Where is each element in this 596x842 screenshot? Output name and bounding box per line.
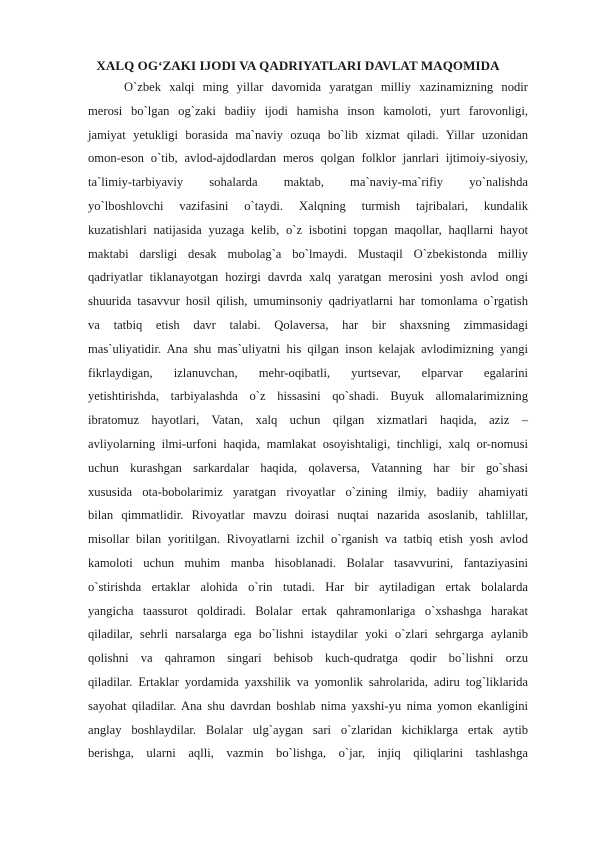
text-line: berishga, ularni aqlli, vazmin bo`lishga, o`jar, injiq qiliqlarini tashlashga — [88, 746, 528, 761]
text-line: qiladilar. Ertaklar yordamida yaxshilik va yomonlik sahrolarida, adiru tog`liklarida — [88, 674, 528, 689]
text-line: o`stirishda ertaklar alohida o`rin tutadi. Har bir aytiladigan ertak bolalarda — [88, 579, 528, 594]
text-line: ibratomuz hayotlari, Vatan, xalq uchun qilgan xizmatlari haqida, aziz – — [88, 413, 528, 428]
text-line: ta`limiy-tarbiyaviy sohalarda maktab, ma`naviy-ma`rifiy yo`nalishda — [88, 175, 528, 190]
text-line: qiladilar, sehrli narsalarga ega bo`lishni istaydilar yoki o`zlari sehrgarga aylanib — [88, 627, 528, 642]
text-line: kuzatishlari natijasida yuzaga kelib, o`z isbotini topgan maqollar, haqllarni hayot — [88, 222, 528, 237]
body-paragraph — [88, 76, 528, 766]
text-line: anglay boshlaydilar. Bolalar ulg`aygan sari o`zlaridan kichiklarga ertak aytib — [88, 722, 528, 737]
document-title: XALQ OG‘ZAKI IJODI VA QADRIYATLARI DAVLAT MAQOMIDA — [96, 58, 500, 73]
text-line: merosi bo`lgan og`zaki badiiy ijodi hamisha inson kamoloti, yurt farovonligi, — [88, 103, 528, 118]
text-line: bilan qimmatlidir. Rivoyatlar mavzu doirasi nuqtai nazarida asoslanib, tahlillar, — [88, 508, 528, 523]
text-line: uchun kurashgan sarkardalar haqida, qolaversa, Vatanning har bir go`shasi — [88, 460, 528, 475]
text-line: xususida ota-bobolarimiz yaratgan rivoyatlar o`zining ilmiy, badiiy ahamiyati — [88, 484, 528, 499]
text-line: qolishni va qahramon singari behisob kuch-qudratga qodir bo`lishni orzu — [88, 651, 528, 666]
text-line: va tatbiq etish davr talabi. Qolaversa, har bir shaxsning zimmasidagi — [88, 317, 528, 332]
text-line: yangicha taassurot qoldiradi. Bolalar ertak qahramonlariga o`xshashga harakat — [88, 603, 528, 618]
text-line: kamoloti uchun muhim manba hisoblanadi. Bolalar tasavvurini, fantaziyasini — [88, 555, 528, 570]
text-line: yo`lboshlovchi vazifasini o`taydi. Xalqning turmish tajribalari, kundalik — [88, 198, 528, 213]
text-line: misollar bilan yoritilgan. Rivoyatlarni izchil o`rganish va tatbiq etish yosh avlod — [88, 532, 528, 547]
text-line: sayohat qiladilar. Ana shu davrdan boshlab nima yaxshi-yu nima yomon ekanligini — [88, 698, 528, 713]
text-line: qadriyatlar tiklanayotgan hozirgi davrda xalq yaratgan merosini yosh avlod ongi — [88, 270, 528, 285]
text-line: maktabi darsligi desak mubolag`a bo`lmaydi. Mustaqil O`zbekistonda milliy — [88, 246, 528, 261]
text-line: omon-eson o`tib, avlod-ajdodlardan meros qolgan folklor janrlari ijtimoiy-siyosiy, — [88, 151, 528, 166]
text-line: jamiyat yetukligi borasida ma`naviy ozuqa bo`lib xizmat qiladi. Yillar uzonidan — [88, 127, 528, 142]
text-line: fikrlaydigan, izlanuvchan, mehr-oqibatli, yurtsevar, elparvar egalarini — [88, 365, 528, 380]
text-line: O`zbek xalqi ming yillar davomida yaratgan milliy xazinamizning nodir — [124, 80, 528, 94]
text-line: yetishtirishda, tarbiyalashda o`z hissasini qo`shadi. Buyuk allomalarimizning — [88, 389, 528, 404]
text-line: shuurida tasavvur hosil qilish, umuminsoniy qadriyatlarni har tomonlama o`rgatish — [88, 294, 528, 309]
text-line: mas`uliyatidir. Ana shu mas`uliyatni his qilgan inson kelajak avlodimizning yangi — [88, 341, 528, 356]
text-line: avliyolarning ilmi-urfoni haqida, mamlakat osoyishtaligi, tinchligi, xalq or-nomusi — [88, 436, 528, 451]
